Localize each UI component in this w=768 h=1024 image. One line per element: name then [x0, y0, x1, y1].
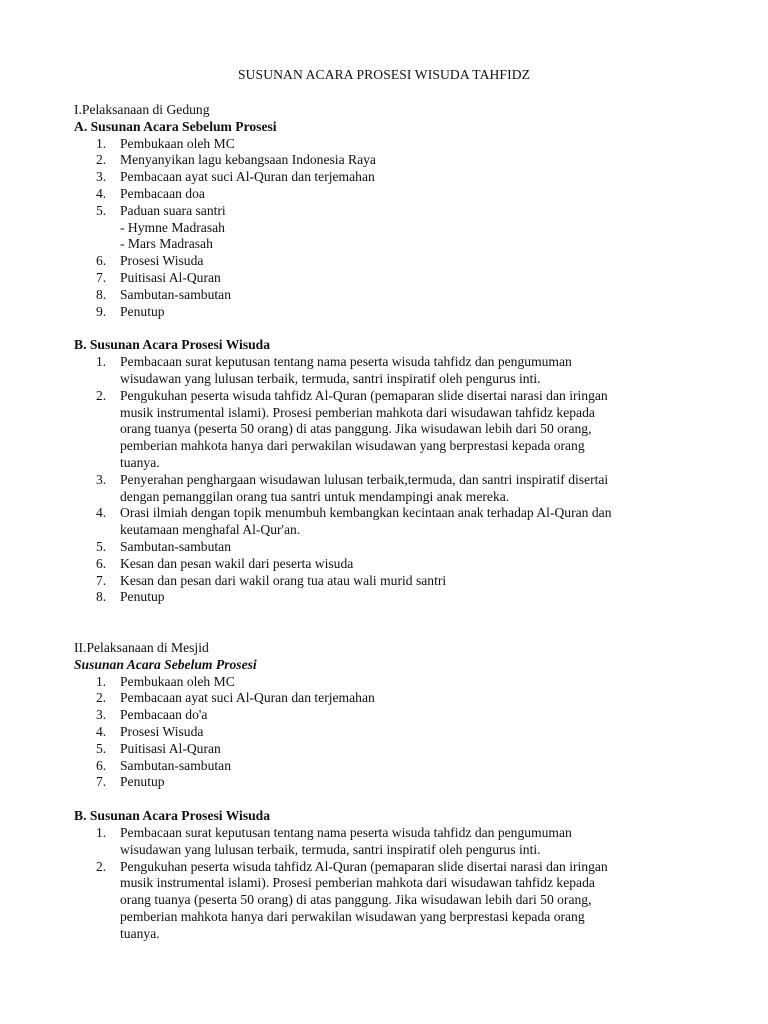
- list-item: 5. Paduan suara santri - Hymne Madrasah - Mars Madrasah: [74, 203, 694, 253]
- list-item: 3. Pembacaan do'a: [96, 707, 208, 723]
- list-item: 9. Penutup: [96, 303, 165, 319]
- list-item: 1. Pembukaan oleh MC: [96, 673, 235, 689]
- list-item: 2. Pengukuhan peserta wisuda tahfidz Al-Quran (pemaparan slide disertai narasi dan iringan musik instrumental islami). Prosesi pemberian mahkota dari wisudawan tahfidz kepada orang tuanya (peserta 50 orang) di atas panggung. Jika wisudawan lebih dari 50 orang, pemberian mahkota hanya dari perwakilan wisudawan yang berprestasi kepada orang tuanya.: [96, 387, 608, 470]
- part-1-section-b-heading: B. Susunan Acara Prosesi Wisuda: [74, 337, 271, 353]
- list-item: 1. Pembukaan oleh MC: [96, 135, 235, 151]
- list-item: 8. Sambutan-sambutan: [96, 286, 231, 302]
- document-title: SUSUNAN ACARA PROSESI WISUDA TAHFIDZ: [237, 67, 531, 82]
- part-2-section-a-heading: Susunan Acara Sebelum Prosesi: [74, 656, 257, 672]
- list-item: 4. Prosesi Wisuda: [96, 723, 204, 739]
- list-item: 4. Pembacaan doa: [96, 185, 205, 201]
- sub-item: - Hymne Madrasah: [120, 219, 225, 235]
- list-item: 8. Penutup: [96, 589, 165, 605]
- list-item: 2. Pembacaan ayat suci Al-Quran dan terjemahan: [96, 690, 375, 706]
- list-item: 6. Prosesi Wisuda: [96, 253, 204, 269]
- list-item: 2. Pengukuhan peserta wisuda tahfidz Al-Quran (pemaparan slide disertai narasi dan iringan musik instrumental islami). Prosesi pemberian mahkota dari wisudawan tahfidz kepada orang tuanya (peserta 50 orang) di atas panggung. Jika wisudawan lebih dari 50 orang, pemberian mahkota hanya dari perwakilan wisudawan yang berprestasi kepada orang tuanya.: [96, 858, 608, 941]
- part-1-section-a-list: [74, 136, 694, 321]
- part-2-label: II.Pelaksanaan di Mesjid: [74, 640, 209, 655]
- part-2-section-b-heading: B. Susunan Acara Prosesi Wisuda: [74, 808, 271, 824]
- part-1-section-a-heading: A. Susunan Acara Sebelum Prosesi: [74, 118, 277, 134]
- part-2-section-b-list: [74, 825, 694, 943]
- sub-item: - Mars Madrasah: [120, 236, 213, 252]
- part-1-label: I.Pelaksanaan di Gedung: [74, 102, 210, 117]
- list-item: 6. Kesan dan pesan wakil dari peserta wisuda: [96, 555, 354, 571]
- list-item: 3. Pembacaan ayat suci Al-Quran dan terjemahan: [96, 169, 375, 185]
- list-item: 7. Penutup: [96, 774, 165, 790]
- list-item: 5. Sambutan-sambutan: [96, 538, 231, 554]
- part-1-section-b-list: [74, 354, 694, 606]
- list-item: 4. Orasi ilmiah dengan topik menumbuh kembangkan kecintaan anak terhadap Al-Quran dan keutamaan menghafal Al-Qur'an.: [96, 505, 612, 538]
- list-item: 7. Kesan dan pesan dari wakil orang tua atau wali murid santri: [96, 572, 447, 588]
- list-item: 2. Menyanyikan lagu kebangsaan Indonesia Raya: [96, 152, 376, 168]
- list-item: 3. Penyerahan penghargaan wisudawan lulusan terbaik,termuda, dan santri inspiratif disertai dengan pemanggilan orang tua santri untuk mendampingi anak mereka.: [96, 471, 609, 504]
- part-1: [74, 102, 694, 606]
- list-item: 1. Pembacaan surat keputusan tentang nama peserta wisuda tahfidz dan pengumuman wisudawan yang lulusan terbaik, termuda, santri inspiratif oleh pengurus inti.: [96, 354, 572, 386]
- list-item: 6. Sambutan-sambutan: [96, 757, 231, 773]
- list-item: 1. Pembacaan surat keputusan tentang nama peserta wisuda tahfidz dan pengumuman wisudawan yang lulusan terbaik, termuda, santri inspiratif oleh pengurus inti.: [96, 824, 572, 857]
- list-item: 5. Puitisasi Al-Quran: [96, 740, 221, 756]
- part-2: [74, 640, 694, 943]
- list-item: 7. Puitisasi Al-Quran: [96, 269, 221, 285]
- part-2-section-a-list: [74, 674, 694, 792]
